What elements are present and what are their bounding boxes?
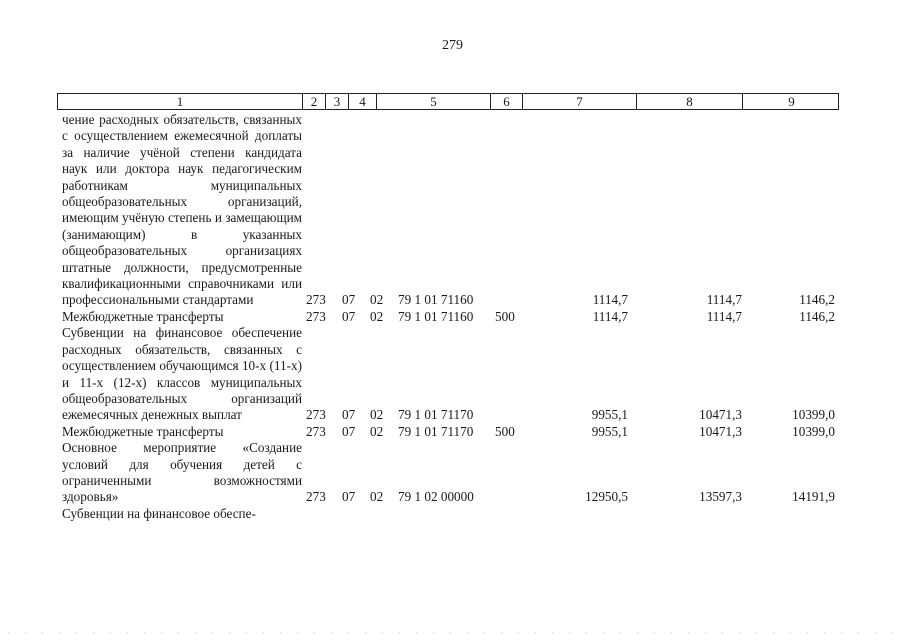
header-cell-8: 8 xyxy=(637,94,743,109)
row-value-col8: 10471,3 xyxy=(699,407,742,423)
row-section: 07 xyxy=(342,489,356,505)
row-grbs: 273 xyxy=(306,407,326,423)
header-cell-5: 5 xyxy=(377,94,491,109)
row-grbs: 273 xyxy=(306,423,326,439)
row-grbs: 273 xyxy=(306,292,326,308)
row-value-col9: 1146,2 xyxy=(799,292,835,308)
row-target-article: 79 1 02 00000 xyxy=(398,489,474,505)
scan-noise xyxy=(0,632,905,634)
row-subsection: 02 xyxy=(370,423,384,439)
row-value-col9: 10399,0 xyxy=(792,407,835,423)
table-row xyxy=(0,112,905,309)
header-cell-7: 7 xyxy=(523,94,637,109)
row-section: 07 xyxy=(342,407,356,423)
row-value-col7: 1114,7 xyxy=(592,292,628,308)
row-section: 07 xyxy=(342,292,356,308)
row-subsection: 02 xyxy=(370,308,384,324)
row-value-col9: 14191,9 xyxy=(792,489,835,505)
row-section: 07 xyxy=(342,423,356,439)
row-description: Межбюджетные трансферты xyxy=(62,423,224,439)
table-row xyxy=(0,440,905,506)
table-body xyxy=(0,112,905,522)
row-value-col8: 10471,3 xyxy=(699,423,742,439)
row-value-col9: 10399,0 xyxy=(792,423,835,439)
row-grbs: 273 xyxy=(306,489,326,505)
row-target-article: 79 1 01 71160 xyxy=(398,308,474,324)
table-row xyxy=(0,424,905,440)
header-cell-3: 3 xyxy=(326,94,349,109)
row-value-col7: 12950,5 xyxy=(585,489,628,505)
row-value-col7: 9955,1 xyxy=(591,407,628,423)
row-target-article: 79 1 01 71160 xyxy=(398,292,474,308)
header-cell-1: 1 xyxy=(58,94,303,109)
row-subsection: 02 xyxy=(370,292,384,308)
header-cell-2: 2 xyxy=(303,94,326,109)
table-row xyxy=(0,309,905,325)
row-description: Субвенции на финансовое обеспечение расходных обязательств, связанных с осуществлением обучающимся 10-х (11-х) и 11-х (12-х) классов муниципальных общеобразовательных организаций ежемесячных денежных выплат xyxy=(62,325,302,423)
table-row xyxy=(0,325,905,423)
page-number: 279 xyxy=(442,38,463,53)
row-expense-type: 500 xyxy=(495,308,515,324)
row-value-col7: 1114,7 xyxy=(592,308,628,324)
table-row xyxy=(0,506,905,522)
header-cell-9: 9 xyxy=(788,94,795,109)
header-cell-4: 4 xyxy=(349,94,377,109)
row-expense-type: 500 xyxy=(495,423,515,439)
row-target-article: 79 1 01 71170 xyxy=(398,407,474,423)
row-grbs: 273 xyxy=(306,308,326,324)
row-description: Межбюджетные трансферты xyxy=(62,308,224,324)
row-subsection: 02 xyxy=(370,489,384,505)
row-section: 07 xyxy=(342,308,356,324)
row-value-col7: 9955,1 xyxy=(591,423,628,439)
row-description: Основное мероприятие «Создание условий для обучения детей с ограниченными возможностями здоровья» xyxy=(62,440,302,505)
row-value-col8: 1114,7 xyxy=(706,292,742,308)
row-description: Субвенции на финансовое обеспе- xyxy=(62,505,256,521)
row-subsection: 02 xyxy=(370,407,384,423)
row-value-col9: 1146,2 xyxy=(799,308,835,324)
table-header-row xyxy=(57,93,839,110)
header-cell-6: 6 xyxy=(491,94,523,109)
row-value-col8: 1114,7 xyxy=(706,308,742,324)
row-value-col8: 13597,3 xyxy=(699,489,742,505)
row-target-article: 79 1 01 71170 xyxy=(398,423,474,439)
row-description: чение расходных обязательств, связанных с осуществлением ежемесячной доплаты за наличие учёной степени кандидата наук или доктора наук педагогическим работникам муниципальных общеобразовательных организаций, имеющим учёную степень и замещающим (занимающим) в указанных общеобразовательных организациях штатные должности, предусмотренные квалификационными справочниками или профессиональными стандартами xyxy=(62,112,302,308)
